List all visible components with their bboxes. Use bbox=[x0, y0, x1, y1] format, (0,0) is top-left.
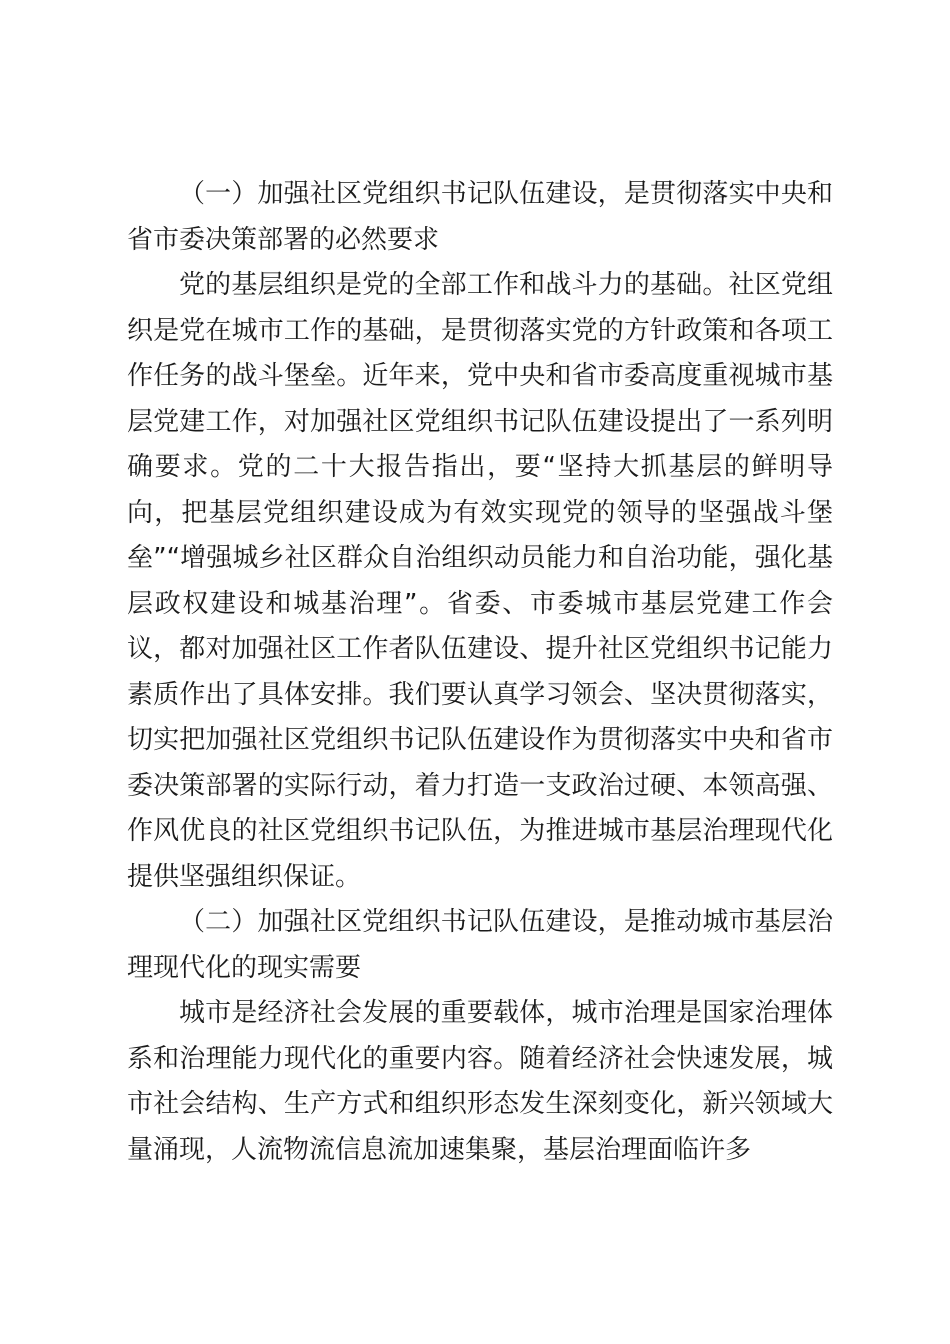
section-paragraph-1: 党的基层组织是党的全部工作和战斗力的基础。社区党组织是党在城市工作的基础，是贯彻落实党的方针政策和各项工作任务的战斗堡垒。近年来，党中央和省市委高度重视城市基层党建工作，对加强社区党组织书记队伍建设提出了一系列明确要求。党的二十大报告指出，要“坚持大抓基层的鲜明导向，把基层党组织建设成为有效实现党的领导的坚强战斗堡垒”“增强城乡社区群众自治组织动员能力和自治功能，强化基层政权建设和城基治理”。省委、市委城市基层党建工作会议，都对加强社区工作者队伍建设、提升社区党组织书记能力素质作出了具体安排。我们要认真学习领会、坚决贯彻落实，切实把加强社区党组织书记队伍建设作为贯彻落实中央和省市委决策部署的实际行动，着力打造一支政治过硬、本领高强、作风优良的社区党组织书记队伍，为推进城市基层治理现代化提供坚强组织保证。 bbox=[127, 270, 833, 892]
section-paragraph-2: 城市是经济社会发展的重要载体，城市治理是国家治理体系和治理能力现代化的重要内容。随着经济社会快速发展，城市社会结构、生产方式和组织形态发生深刻变化，新兴领域大量涌现，人流物流信息流加速集聚，基层治理面临许多 bbox=[127, 998, 833, 1165]
section-heading-1: （一）加强社区党组织书记队伍建设，是贯彻落实中央和省市委决策部署的必然要求 bbox=[127, 179, 833, 255]
section-heading-2: （二）加强社区党组织书记队伍建设，是推动城市基层治理现代化的现实需要 bbox=[127, 907, 833, 983]
document-body bbox=[127, 172, 833, 1173]
